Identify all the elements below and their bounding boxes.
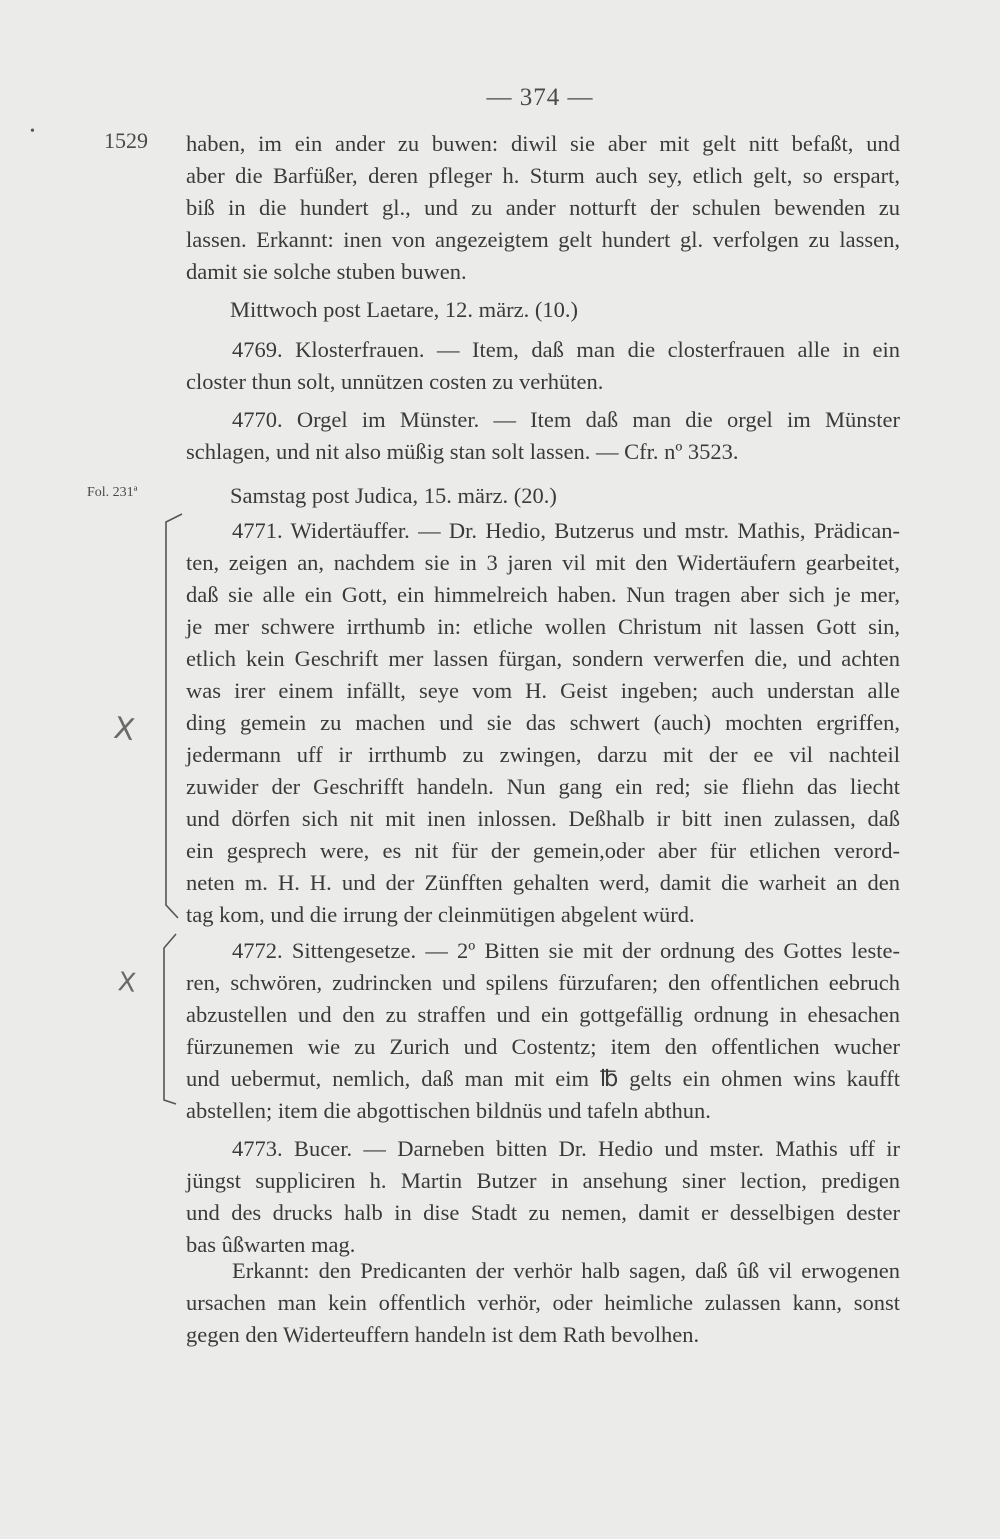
text-line: damit sie solche stuben buwen. xyxy=(186,259,467,284)
text-line: haben, im ein ander zu buwen: diwil sie aber mit gelt nitt befaßt, und xyxy=(186,131,900,156)
text-line: und uebermut, nemlich, daß man mit eim ℔ gelts ein ohmen wins kaufft xyxy=(186,1066,900,1091)
margin-year: 1529 xyxy=(104,128,148,153)
text-line: etlich kein Geschrift mer lassen fürgan, sondern verwerfen die, und achten xyxy=(186,646,900,671)
text-line: ursachen man kein offentlich verhör, oder heimliche zulassen kann, sonst xyxy=(186,1290,900,1315)
text-line: ten, zeigen an, nachdem sie in 3 jaren vil mit den Widertäufern gearbeitet, xyxy=(186,550,900,575)
entry-4771-first-line: 4771. Widertäuffer. — Dr. Hedio, Butzerus und mstr. Mathis, Prädican- xyxy=(232,518,900,543)
text-line: ein gesprech were, es nit für der gemein,oder aber für etlichen verord- xyxy=(186,838,900,863)
text-line: abzustellen und den zu straffen und ein gottgefällig ordnung in ehesachen xyxy=(186,1002,900,1027)
text-line: aber die Barfüßer, deren pfleger h. Sturm auch sey, etlich gelt, so erspart, xyxy=(186,163,900,188)
page-number: — 374 — xyxy=(486,84,594,111)
decision-first-line: Erkannt: den Predicanten der verhör halb sagen, daß ûß vil erwogenen xyxy=(232,1258,900,1283)
text-line: biß in die hundert gl., und zu ander notturft der schulen bewenden zu xyxy=(186,195,900,220)
text-line: neten m. H. H. und der Zünfften gehalten werd, damit die warheit an den xyxy=(186,870,900,895)
entry-4772-first-line: 4772. Sittengesetze. — 2º Bitten sie mit der ordnung des Gottes leste- xyxy=(232,938,900,963)
date-heading: Samstag post Judica, 15. märz. (20.) xyxy=(230,483,557,508)
text-line: schlagen, und nit also müßig stan solt lassen. — Cfr. nº 3523. xyxy=(186,439,739,464)
entry-4770-first-line: 4770. Orgel im Münster. — Item daß man die orgel im Münster xyxy=(232,407,900,432)
text-line: ding gemein zu machen und sie das schwert (auch) mochten ergriffen, xyxy=(186,710,900,735)
pencil-cross-mark: X xyxy=(111,710,137,749)
text-line: zuwider der Geschrifft handeln. Nun gang ein red; sie fliehn das liecht xyxy=(186,774,900,799)
entry-4773-first-line: 4773. Bucer. — Darneben bitten Dr. Hedio und mster. Mathis uff ir xyxy=(232,1136,900,1161)
text-line: daß sie alle ein Gott, ein himmelreich haben. Nun tragen aber sich je mer, xyxy=(186,582,900,607)
text-line: jüngst suppliciren h. Martin Butzer in ansehung siner lection, predigen xyxy=(186,1168,900,1193)
text-line: gegen den Widerteuffern handeln ist dem Rath bevolhen. xyxy=(186,1322,700,1347)
pencil-cross-mark: X xyxy=(116,967,138,999)
text-line: abstellen; item die abgottischen bildnüs und tafeln abthun. xyxy=(186,1098,711,1123)
text-line: closter thun solt, unnützen costen zu verhüten. xyxy=(186,369,604,394)
text-line: was irer einem infällt, seye vom H. Geist ingeben; auch understan alle xyxy=(186,678,900,703)
text-line: ren, schwören, zudrincken und spilens fürzufaren; den offentlichen eebruch xyxy=(186,970,900,995)
margin-folio: Fol. 231ª xyxy=(87,485,138,500)
bullet-mark: • xyxy=(30,124,35,139)
date-heading: Mittwoch post Laetare, 12. märz. (10.) xyxy=(230,297,579,322)
text-line: bas ûßwarten mag. xyxy=(186,1232,356,1257)
text-line: tag kom, und die irrung der cleinmütigen abgelent würd. xyxy=(186,902,695,927)
text-line: und dörfen sich nit mit inen inlossen. Deßhalb ir bitt inen zulassen, daß xyxy=(186,806,900,831)
entry-4769-first-line: 4769. Klosterfrauen. — Item, daß man die closterfrauen alle in ein xyxy=(232,337,900,362)
text-line: jedermann uff ir irrthumb zu zwingen, darzu mit der ee vil nachteil xyxy=(186,742,900,767)
text-line: und des drucks halb in dise Stadt zu nemen, damit er desselbigen dester xyxy=(186,1200,900,1225)
text-line: je mer schwere irrthumb in: etliche wollen Christum nit lassen Gott sin, xyxy=(186,614,900,639)
text-line: lassen. Erkannt: inen von angezeigtem gelt hundert gl. verfolgen zu lassen, xyxy=(186,227,900,252)
text-line: fürzunemen wie zu Zurich und Costentz; item den offentlichen wucher xyxy=(186,1034,900,1059)
